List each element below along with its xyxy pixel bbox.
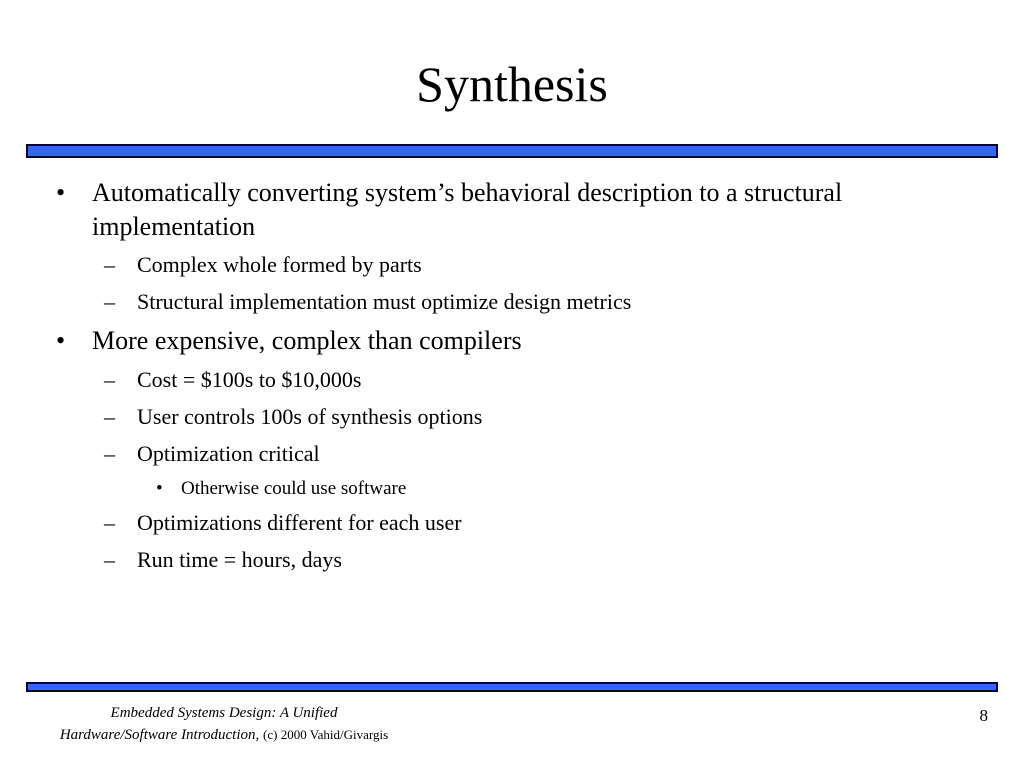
dash-marker: – (104, 510, 115, 535)
bullet-text: Structural implementation must optimize design metrics (137, 289, 632, 314)
footer-divider (26, 682, 998, 692)
bullet-item-level2 (0, 250, 1024, 280)
bullet-item-level2 (0, 365, 1024, 395)
bullet-item-level2 (0, 545, 1024, 575)
dash-marker: – (104, 441, 115, 466)
bullet-text: Run time = hours, days (137, 547, 342, 572)
bullet-text: Otherwise could use software (181, 478, 407, 499)
bullet-text: Optimizations different for each user (137, 510, 462, 535)
bullet-text: User controls 100s of synthesis options (137, 404, 483, 429)
bullet-item-level3 (0, 476, 1024, 502)
bullet-marker: • (156, 478, 163, 499)
dash-marker: – (104, 289, 115, 314)
slide-body (0, 176, 1024, 575)
footer-book-subtitle-text: Hardware/Software Introduction, (59, 727, 260, 743)
bullet-item-level2 (0, 439, 1024, 469)
bullet-text: Cost = $100s to $10,000s (137, 367, 362, 392)
bullet-item-level1 (0, 324, 1024, 358)
bullet-item-level1 (0, 176, 1024, 244)
bullet-text: Optimization critical (137, 441, 320, 466)
dash-marker: – (104, 367, 115, 392)
footer-citation (0, 702, 448, 746)
bullet-text: Complex whole formed by parts (137, 252, 422, 277)
dash-marker: – (104, 404, 115, 429)
bullet-item-level2 (0, 287, 1024, 317)
bullet-item-level2 (0, 508, 1024, 538)
slide-title: Synthesis (416, 56, 608, 112)
bullet-marker: • (56, 178, 66, 207)
bullet-marker: • (56, 326, 66, 355)
title-divider (26, 144, 998, 158)
footer-copyright: (c) 2000 Vahid/Givargis (263, 727, 389, 742)
bullet-text: Automatically converting system’s behavioral description to a structural implementation (92, 178, 843, 241)
dash-marker: – (104, 252, 115, 277)
bullet-item-level2 (0, 402, 1024, 432)
footer-book-subtitle (0, 724, 448, 746)
footer-book-title: Embedded Systems Design: A Unified (110, 705, 338, 721)
page-number: 8 (979, 706, 988, 725)
bullet-text: More expensive, complex than compilers (92, 326, 522, 355)
dash-marker: – (104, 547, 115, 572)
